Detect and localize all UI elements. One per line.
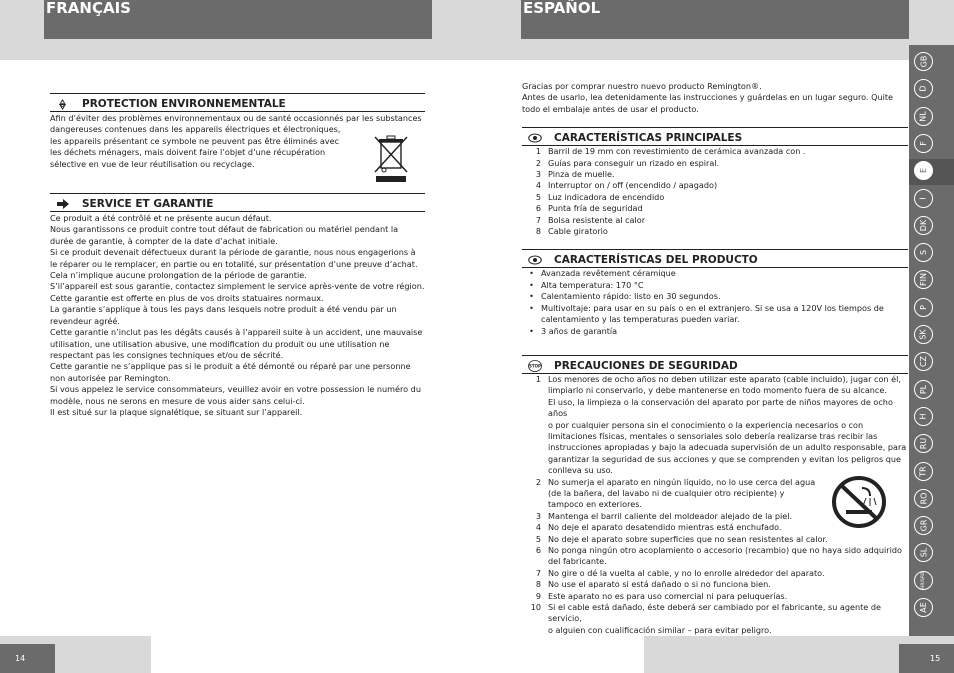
text-line: revendeur agréé. xyxy=(50,315,120,326)
item-number: 3 xyxy=(535,510,541,521)
language-tab-label: HR/SRB xyxy=(921,571,927,589)
item-text: Interruptor on / off (encendido / apagado) xyxy=(548,180,718,191)
item-text: No deje el aparato desatendido mientras está enchufado. xyxy=(548,522,782,533)
item-text: Bolsa resistente al calor xyxy=(548,214,646,225)
language-tab-label: I xyxy=(918,196,928,200)
item-number: 1 xyxy=(535,373,541,384)
page-title-espanol: ESPAÑOL xyxy=(521,0,909,39)
language-tab-label: DK xyxy=(919,219,928,231)
language-tab-label: E xyxy=(919,168,928,174)
item-text: 3 años de garantía xyxy=(541,325,618,336)
divider xyxy=(50,111,425,112)
text-line: La garantie s’applique à tous les pays dans lesquels notre produit a été vendu par un xyxy=(50,304,397,315)
text-line: limpiarlo ni conservarlo, y debe mantenerse en todo momento fuera de su alcance. xyxy=(548,385,887,396)
language-tab-label: PL xyxy=(919,384,928,394)
section-safety-label: PRECAUCIONES DE SEGURIDAD xyxy=(554,359,738,372)
bullet: • xyxy=(529,268,534,279)
text-line: S’il’appareil est sous garantie, contactez simplement le service après-vente de votre région. xyxy=(50,281,425,292)
text-line: Si vous appelez le service consommateurs, veuillez avoir en votre possession le numéro du xyxy=(50,384,421,395)
list-item xyxy=(522,374,908,477)
list-item xyxy=(522,203,908,214)
no-water-icon xyxy=(832,476,886,528)
language-tab-tr[interactable] xyxy=(914,462,933,481)
list-item xyxy=(522,215,908,226)
language-tab-h[interactable] xyxy=(914,407,933,426)
language-tab-label: D xyxy=(918,85,928,92)
language-tab-label: AE xyxy=(919,602,928,613)
item-text: Guías para conseguir un rizado en espiral. xyxy=(548,157,720,168)
item-number: 8 xyxy=(535,226,541,237)
item-number: 7 xyxy=(535,214,541,225)
language-tab-f[interactable] xyxy=(914,134,933,153)
text-line: Si ce produit devenait défectueux durant la période de garantie, nous nous engagerions à xyxy=(50,247,416,258)
language-tab-dk[interactable] xyxy=(914,216,933,235)
text-line: El uso, la limpieza o la conservación del aparato por parte de niños mayores de ocho años xyxy=(548,396,893,419)
eye-icon xyxy=(527,254,542,266)
item-text: Punta fría de seguridad xyxy=(548,203,643,214)
language-tab-label: SL xyxy=(918,548,928,558)
text-line: conlleva su uso. xyxy=(548,465,613,476)
text-line: durée de garantie, à compter de la date d’achat initiale. xyxy=(50,235,278,246)
list-item xyxy=(522,280,908,291)
text-line: Nous garantissons ce produit contre tout défaut de fabrication ou matériel pendant la xyxy=(50,224,399,235)
language-tab-ae[interactable] xyxy=(914,598,933,617)
language-tab-label: GR xyxy=(918,519,928,532)
text-line: Ce produit a été contrôlé et ne présente aucun défaut. xyxy=(50,213,272,224)
text-line: Los menores de ocho años no deben utilizar este aparato (cable incluido), jugar con él, xyxy=(548,373,901,384)
language-tab-label: F xyxy=(918,141,928,146)
item-text: Cable giratorio xyxy=(548,226,608,237)
text-line: Il est situé sur la plaque signalétique, se situant sur l’appareil. xyxy=(50,406,303,417)
language-tab-gr[interactable] xyxy=(914,516,933,535)
language-tab-hrsrb[interactable] xyxy=(914,571,933,590)
item-text: Luz indicadora de encendido xyxy=(548,191,665,202)
text-line: Gracias por comprar nuestro nuevo producto Remington®. xyxy=(522,81,762,91)
section-features-title xyxy=(522,127,908,145)
language-tab-label: CZ xyxy=(918,356,928,368)
section-service-label: SERVICE ET GARANTIE xyxy=(82,198,214,211)
text-line: utilisation, une utilisation abusive, une modification du produit ou une utilisation ne xyxy=(50,338,390,349)
list-item xyxy=(522,169,908,180)
list-item xyxy=(522,180,908,191)
divider xyxy=(50,211,425,212)
page-title-francais: FRANÇAIS xyxy=(44,0,432,39)
bullet: • xyxy=(529,325,534,336)
item-text: Pinza de muelle. xyxy=(548,169,615,180)
right-column xyxy=(522,81,908,636)
text-line: Cette garantie n’inclut pas les dégâts causés à l’appareil suite à un accident, une mauvaise xyxy=(50,327,423,338)
language-tab-s[interactable] xyxy=(914,243,933,262)
language-tab-sk[interactable] xyxy=(914,325,933,344)
list-item xyxy=(522,579,908,590)
text-line: Afin d’éviter des problèmes environnementaux ou de santé occasionnés par les substances xyxy=(50,113,422,123)
language-tab-pl[interactable] xyxy=(914,380,933,399)
page-number-right: 15 xyxy=(899,644,954,673)
stop-icon xyxy=(527,360,542,372)
text-line: todo el embalaje antes de usar el producto. xyxy=(522,103,699,114)
language-tab-label: TR xyxy=(918,465,928,477)
list-item xyxy=(522,602,908,636)
item-number: 4 xyxy=(535,180,541,191)
list-item xyxy=(522,303,908,326)
item-text: Alta temperatura: 170 °C xyxy=(541,279,644,290)
item-number: 3 xyxy=(535,169,541,180)
language-tab-ro[interactable] xyxy=(914,489,933,508)
item-number: 5 xyxy=(535,533,541,544)
text-line: Si el cable está dañado, éste deberá ser cambiado por el fabricante, su agente de servicio, xyxy=(548,602,881,624)
text-line: Cette garantie est offerte en plus de vos droits statuaires normaux. xyxy=(50,292,324,303)
item-text: Este aparato no es para uso comercial ni para peluquerías. xyxy=(548,590,788,601)
text-line: No ponga ningún otro acoplamiento o accesorio (recambio) que no haya sido adquirido xyxy=(548,545,902,555)
text-line: o alguien con cualificación similar – para evitar peligro. xyxy=(548,624,772,635)
list-item xyxy=(522,568,908,579)
section-features-label: CARACTERÍSTICAS PRINCIPALES xyxy=(554,132,743,145)
text-line: (de la bañera, del lavabo ni de cualquier otro recipiente) y xyxy=(548,487,785,498)
stop-icon-label: STOP xyxy=(528,363,541,369)
text-line: les appareils présentant ce symbole ne peuvent pas être éliminés avec xyxy=(50,135,340,146)
bullet: • xyxy=(529,302,534,313)
language-tab-label: H xyxy=(918,413,928,420)
item-number: 7 xyxy=(535,567,541,578)
item-number: 6 xyxy=(535,545,541,555)
bullet: • xyxy=(529,279,534,290)
item-text: Avanzada revêtement céramique xyxy=(541,268,676,279)
text-line: limitaciones físicas, mentales o sensoriales solo debería realizarse tras recibir las xyxy=(548,430,878,441)
text-line: les déchets ménagers, mais doivent faire l’objet d’une récupération xyxy=(50,147,326,158)
text-line: respectant pas les consignes techniques et/ou de sécrité. xyxy=(50,349,284,360)
section-product-features-label: CARACTERÍSTICAS DEL PRODUCTO xyxy=(554,254,758,267)
item-text: Mantenga el barril caliente del moldeador alejado de la piel. xyxy=(548,510,793,521)
text-line: modèle, nous ne serons en mesure de vous aider sans celui-ci. xyxy=(50,395,305,406)
language-tab-gb[interactable] xyxy=(914,52,933,71)
language-tab-p[interactable] xyxy=(914,298,933,317)
text-line: Cela n’implique aucune prolongation de la période de garantie. xyxy=(50,270,307,281)
list-item xyxy=(522,268,908,279)
bullet: • xyxy=(529,291,534,302)
text-line: Cette garantie ne s’applique pas si le produit a été démonté ou réparé par une personne xyxy=(50,361,411,372)
text-line: dangereuses contenues dans les appareils électriques et électroniques, xyxy=(50,124,341,135)
item-text xyxy=(548,477,815,511)
item-text xyxy=(548,374,908,477)
item-number: 1 xyxy=(535,146,541,157)
item-text: Barril de 19 mm con revestimiento de cerámica avanzada con . xyxy=(548,146,806,157)
section-environment-label: PROTECTION ENVIRONNEMENTALE xyxy=(82,98,286,110)
item-text: No gire o dé la vuelta al cable, y no lo enrolle alrededor del aparato. xyxy=(548,567,825,578)
text-line: del fabricante. xyxy=(548,556,607,567)
eye-icon xyxy=(527,132,542,144)
list-item xyxy=(522,192,908,203)
list-item xyxy=(522,534,908,545)
text-line: non autorisée par Remington. xyxy=(50,372,171,383)
left-column xyxy=(50,93,425,418)
language-tab-label: FIN xyxy=(918,273,928,287)
language-tab-label: SK xyxy=(918,329,928,340)
item-number: 9 xyxy=(535,590,541,601)
item-text xyxy=(541,303,884,326)
item-text: No use el aparato si está dañado o si no funciona bien. xyxy=(548,579,771,590)
text-line: le réparer ou le remplacer, en partie ou en totalité, sur présentation d’une preuve d’achat. xyxy=(50,258,418,269)
section-safety-title xyxy=(522,355,908,373)
list-item xyxy=(522,158,908,169)
item-number: 10 xyxy=(530,602,541,613)
language-tab-label: S xyxy=(918,250,928,256)
item-number: 2 xyxy=(535,157,541,168)
language-tab-label: NL xyxy=(918,110,928,122)
list-item xyxy=(522,591,908,602)
item-number: 4 xyxy=(535,522,541,533)
list-item xyxy=(522,545,908,568)
section-service-title xyxy=(50,193,425,211)
item-text: Calentamiento rápido: listo en 30 segundos. xyxy=(541,291,721,302)
text-line: o por cualquier persona sin el conocimiento o la experiencia necesarios o con xyxy=(548,419,864,430)
language-tab-i[interactable] xyxy=(914,189,933,208)
service-text xyxy=(50,213,425,418)
item-text xyxy=(548,602,908,636)
language-tab-label: RO xyxy=(918,492,928,505)
arrow-right-icon xyxy=(55,198,70,210)
text-line: calentamiento y las temperaturas pueden variar. xyxy=(541,314,740,325)
text-line: sélective en vue de leur réutilisation ou recyclage. xyxy=(50,158,255,169)
text-line: tampoco en exteriores. xyxy=(548,499,642,510)
list-item xyxy=(522,326,908,337)
language-tab-label: P xyxy=(918,304,928,310)
text-line: No sumerja el aparato en ningún líquido, no lo use cerca del agua xyxy=(548,476,816,487)
language-tab-label: GB xyxy=(919,55,928,68)
language-tab-nl[interactable] xyxy=(914,107,933,126)
item-number: 8 xyxy=(535,579,541,590)
item-text: No deje el aparato sobre superficies que no sean resistentes al calor. xyxy=(548,533,828,544)
item-text xyxy=(548,545,902,568)
recycle-icon xyxy=(55,98,70,110)
section-environment-title xyxy=(50,93,425,111)
page-number-left: 14 xyxy=(0,644,55,673)
crossed-out-bin-icon xyxy=(373,134,409,184)
list-item xyxy=(522,146,908,157)
text-line: Multivoltaje: para usar en su país o en el extranjero. Si se usa a 120V los tiempos de xyxy=(541,302,884,313)
product-features-list xyxy=(522,268,908,336)
environment-text xyxy=(50,113,425,170)
list-item xyxy=(522,226,908,237)
intro-text xyxy=(522,81,908,115)
text-line: Antes de usarlo, lea detenidamente las instrucciones y guárdelas en un lugar seguro. Quite xyxy=(522,92,893,103)
list-item xyxy=(522,291,908,302)
text-line: instrucciones apropiadas y bajo la adecuada supervisión de un adulto responsable, para xyxy=(548,442,907,453)
item-number: 2 xyxy=(535,476,541,487)
text-line: garantizar la seguridad de sus acciones y que se comprenden y evitan los peligros que xyxy=(548,453,902,464)
language-tab-label: RU xyxy=(918,437,928,450)
item-number: 6 xyxy=(535,203,541,214)
section-product-features-title xyxy=(522,249,908,267)
item-number: 5 xyxy=(535,191,541,202)
features-list xyxy=(522,146,908,237)
